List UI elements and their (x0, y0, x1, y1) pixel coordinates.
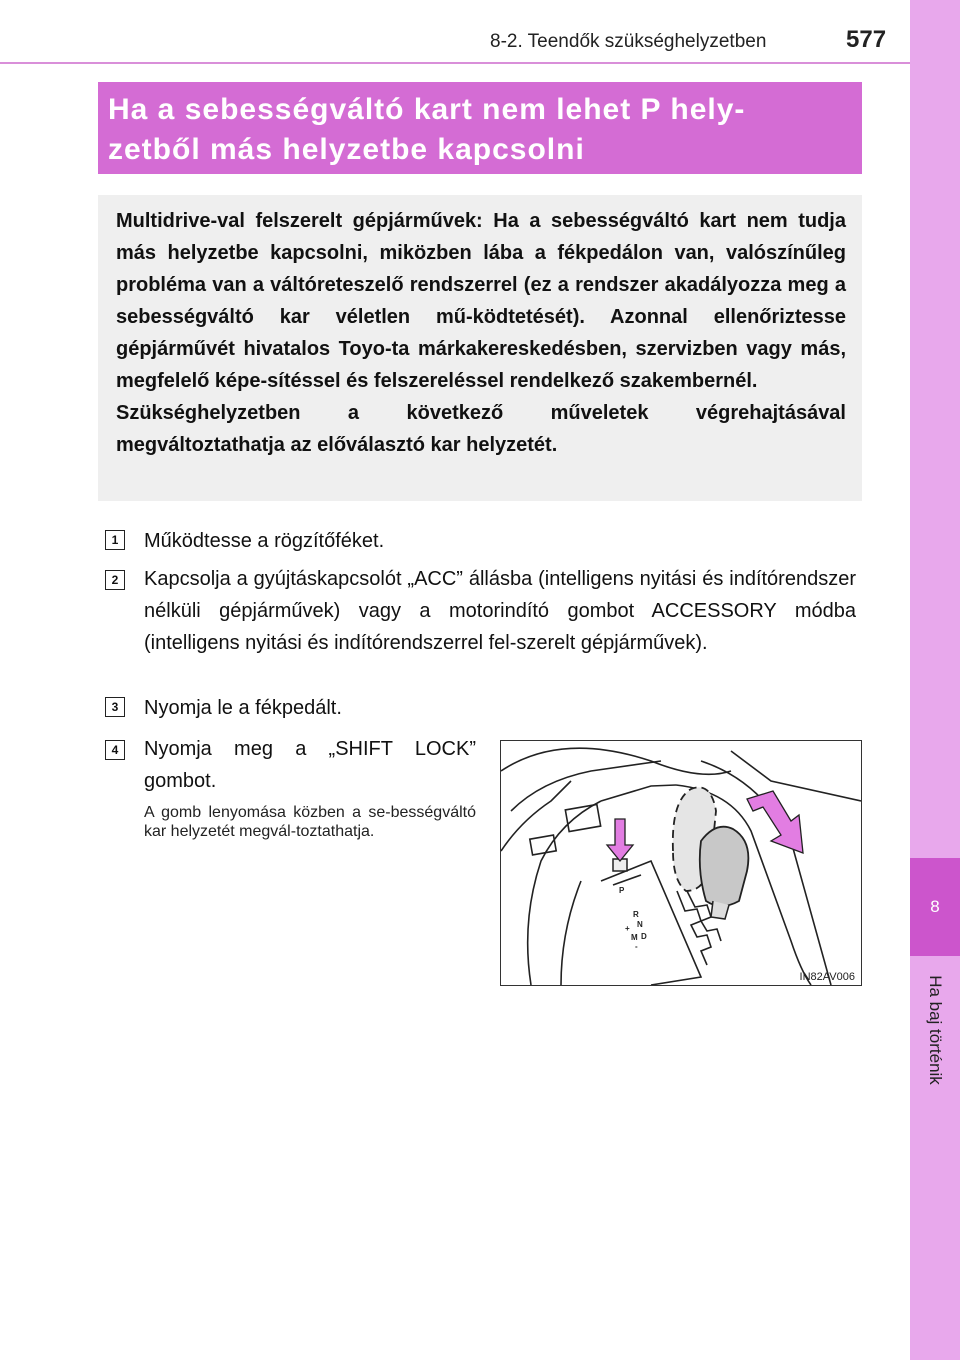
chapter-number: 8 (930, 897, 940, 916)
shift-lock-illustration (500, 740, 862, 986)
gate-label-plus: + (625, 924, 630, 933)
title-line-2: zetből más helyzetbe kapcsolni (108, 133, 585, 166)
header-divider (0, 62, 910, 64)
step-number-4: 4 (105, 740, 125, 760)
gate-label-r: R (633, 910, 639, 919)
intro-paragraph-2: Szükséghelyzetben a következő műveletek végrehajtásával megváltoztathatja az előválasztó kar helyzetét. (116, 402, 846, 456)
title-line-1: Ha a sebességváltó kart nem lehet P hely- (108, 93, 746, 126)
step-text-3: Nyomja le a fékpedált. (144, 697, 342, 719)
side-tab (910, 0, 960, 1360)
gate-label-p: P (619, 886, 625, 895)
section-header: 8-2. Teendők szükséghelyzetben (490, 31, 767, 52)
step-note: A gomb lenyomása közben a se-bességváltó kar helyzetét megvál-toztathatja. (144, 804, 476, 840)
step-number-2: 2 (105, 570, 125, 590)
step-text-1: Működtesse a rögzítőféket. (144, 530, 385, 552)
figure-code: IN82AV006 (799, 971, 855, 983)
gate-label-minus: - (635, 942, 638, 951)
step-text-2: Kapcsolja a gyújtáskapcsolót „ACC” állásba (intelligens nyitási és indítórendszer nélküli gépjárművek) vagy a motorindító gombot ACCESSORY módba (intelligens nyitási és indítórendszerrel fel-szerelt gépjárművek). (144, 568, 856, 654)
gate-label-n: N (637, 920, 643, 929)
page-number: 577 (846, 26, 887, 53)
chapter-number-badge (910, 858, 960, 956)
step-number-3: 3 (105, 697, 125, 717)
gate-label-m: M (631, 933, 638, 942)
gate-label-d: D (641, 932, 647, 941)
intro-paragraph-1: Multidrive-val felszerelt gépjárművek: Ha a sebességváltó kart nem tudja más helyzetbe kapcsolni, miközben lába a fékpedálon van, valószínűleg probléma van a váltóreteszelő rendszerrel (ez a rendszer akadályozza meg a sebességváltó kar véletlen mű-ködtetését). Azonnal ellenőriztesse gépjárművét hivatalos Toyo-ta márkakereskedésben, szervizben vagy más, megfelelő képe-sítéssel és felszereléssel rendelkező szakembernél. (116, 210, 846, 392)
step-text-4: Nyomja meg a „SHIFT LOCK” gombot. (144, 738, 476, 792)
intro-box (98, 195, 862, 501)
step-number-1: 1 (105, 530, 125, 550)
shift-console-drawing (501, 741, 861, 985)
chapter-title: Ha baj történik (926, 975, 945, 1085)
page-title (98, 82, 862, 174)
